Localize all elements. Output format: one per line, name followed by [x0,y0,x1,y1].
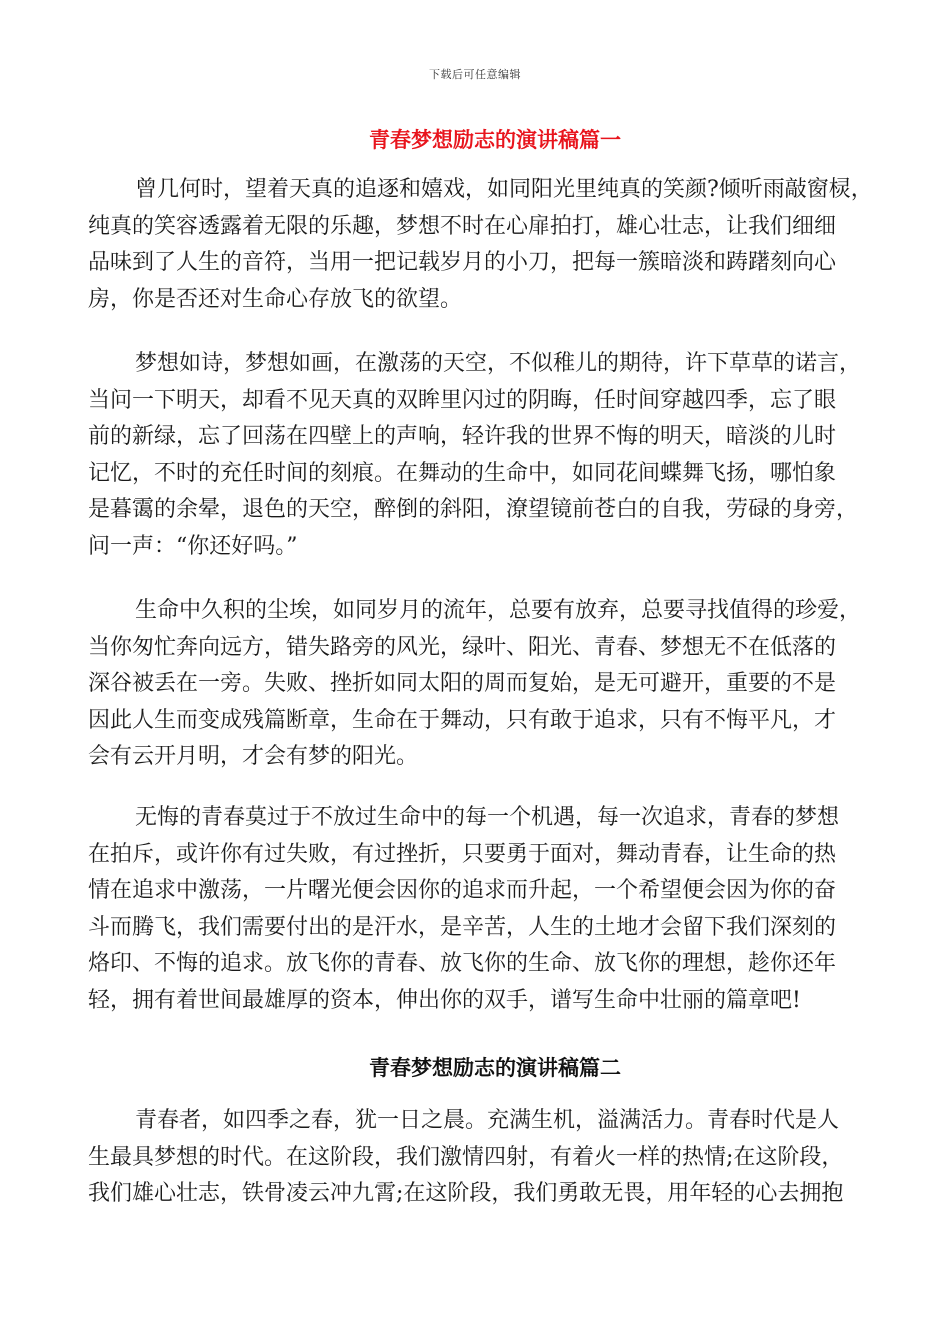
paragraph-line: 情在追求中激荡，一片曙光便会因你的追求而升起，一个希望便会因为你的奋 [88,878,837,903]
paragraph-line: 烙印、不悔的追求。放飞你的青春、放飞你的生命、放飞你的理想，趁你还年 [88,951,837,976]
paragraph-line: 在拍斥，或许你有过失败，有过挫折，只要勇于面对，舞动青春，让生命的热 [88,841,837,867]
paragraph-line: 是暮霭的余晕，退色的天空，醉倒的斜阳，潦望镜前苍白的自我，劳碌的身旁， [88,497,859,522]
paragraph-line: 生最具梦想的时代。在这阶段，我们激情四射，有着火一样的热情;在这阶段， [88,1144,844,1170]
header-note: 下载后可任意编辑 [429,68,521,81]
section-title-one: 青春梦想励志的演讲稿篇一 [369,127,621,152]
paragraph-2 [88,346,868,565]
paragraph-4 [88,800,868,1019]
paragraph-line: 曾几何时，望着天真的追逐和嬉戏，如同阳光里纯真的笑颜?倾听雨敲窗棂， [135,177,873,202]
paragraph-line: 当问一下明天，却看不见天真的双眸里闪过的阴晦，任时间穿越四季，忘了眼 [88,387,837,413]
paragraph-line: 品味到了人生的音符，当用一把记载岁月的小刀，把每一簇暗淡和踌躇刻向心 [88,250,837,275]
paragraph-line: 问一声：“你还好吗。” [88,533,298,559]
paragraph-3 [88,593,868,776]
paragraph-line: 斗而腾飞，我们需要付出的是汗水，是辛苦，人生的土地才会留下我们深刻的 [88,914,837,940]
paragraph-line: 纯真的笑容透露着无限的乐趣，梦想不时在心扉拍打，雄心壮志，让我们细细 [88,213,837,239]
paragraph-line: 深谷被丢在一旁。失败、挫折如同太阳的周而复始，是无可避开，重要的不是 [88,671,837,696]
paragraph-line: 记忆，不时的充任时间的刻痕。在舞动的生命中，如同花间蝶舞飞扬，哪怕象 [88,460,837,486]
paragraph-line: 无悔的青春莫过于不放过生命中的每一个机遇，每一次追求，青春的梦想 [135,805,840,830]
paragraph-line: 轻，拥有着世间最雄厚的资本，伸出你的双手，谱写生命中壮丽的篇章吧! [88,987,801,1013]
paragraph-line: 房，你是否还对生命心存放飞的欲望。 [88,286,463,312]
paragraph-line: 当你匆忙奔向远方，错失路旁的风光，绿叶、阳光、青春、梦想无不在低落的 [88,634,837,660]
paragraph-line: 梦想如诗，梦想如画，在激荡的天空，不似稚儿的期待，许下草草的诺言， [135,351,862,376]
paragraph-1 [88,172,873,318]
paragraph-line: 因此人生而变成残篇断章，生命在于舞动，只有敢于追求，只有不悔平凡，才 [88,707,837,733]
paragraph-line: 青春者，如四季之春，犹一日之晨。充满生机，溢满活力。青春时代是人 [135,1108,840,1133]
paragraph-line: 生命中久积的尘埃，如同岁月的流年，总要有放弃，总要寻找值得的珍爱， [135,598,862,623]
section-title-two: 青春梦想励志的演讲稿篇二 [369,1055,621,1080]
paragraph-line: 会有云开月明，才会有梦的阳光。 [88,744,419,769]
paragraph-5 [88,1103,868,1213]
paragraph-line: 我们雄心壮志，铁骨凌云冲九霄;在这阶段，我们勇敢无畏，用年轻的心去拥抱 [88,1181,844,1206]
paragraph-line: 前的新绿，忘了回荡在四壁上的声响，轻许我的世界不悔的明天，暗淡的儿时 [88,424,837,449]
